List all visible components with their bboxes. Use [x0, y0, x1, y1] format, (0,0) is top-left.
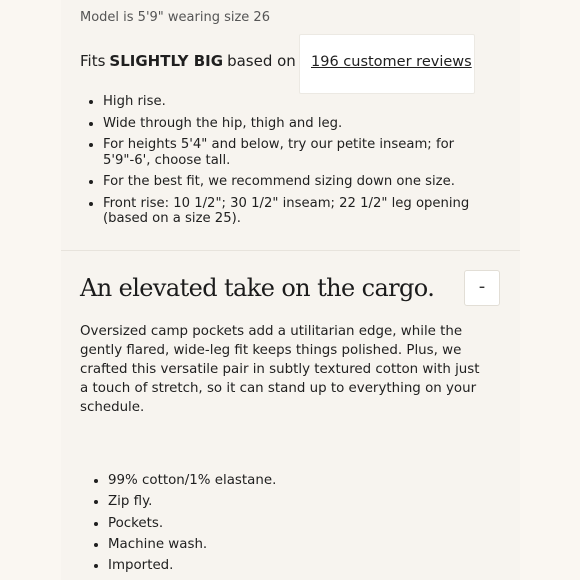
fit-suffix: based on — [227, 52, 296, 70]
customer-reviews-link[interactable]: 196 customer reviews — [311, 54, 472, 70]
fit-verdict: SLIGHTLY BIG — [109, 52, 224, 70]
fit-prefix: Fits — [80, 52, 106, 70]
section-heading: An elevated take on the cargo. — [80, 274, 435, 302]
fit-details-list — [80, 94, 503, 233]
list-item: • Machine wash. — [108, 537, 408, 552]
collapse-toggle-button[interactable] — [464, 270, 500, 306]
section-divider — [61, 250, 520, 251]
list-item: • Imported. — [108, 558, 408, 573]
list-item: • High rise. — [103, 94, 503, 110]
list-item: • Zip fly. — [108, 494, 408, 509]
fit-summary — [80, 52, 296, 70]
product-description: Oversized camp pockets add a utilitarian edge, while the gently flared, wide-leg fit keeps things polished. Plus, we crafted this versatile pair in subtly textured cotton with just a touch of stretch, so it can stand up to everything on your schedule. — [80, 324, 480, 415]
list-item: • For the best fit, we recommend sizing down one size. — [103, 174, 503, 190]
list-item: • For heights 5'4" and below, try our petite inseam; for 5'9"-6', choose tall. — [103, 137, 503, 168]
list-item: • 99% cotton/1% elastane. — [108, 473, 408, 488]
model-size-note: Model is 5'9" wearing size 26 — [80, 10, 270, 25]
product-details-list — [92, 473, 408, 579]
list-item: • Wide through the hip, thigh and leg. — [103, 116, 503, 132]
list-item: • Front rise: 10 1/2"; 30 1/2" inseam; 22 1/2" leg opening (based on a size 25). — [103, 196, 503, 227]
list-item: • Pockets. — [108, 516, 408, 531]
minus-icon: - — [478, 276, 486, 297]
